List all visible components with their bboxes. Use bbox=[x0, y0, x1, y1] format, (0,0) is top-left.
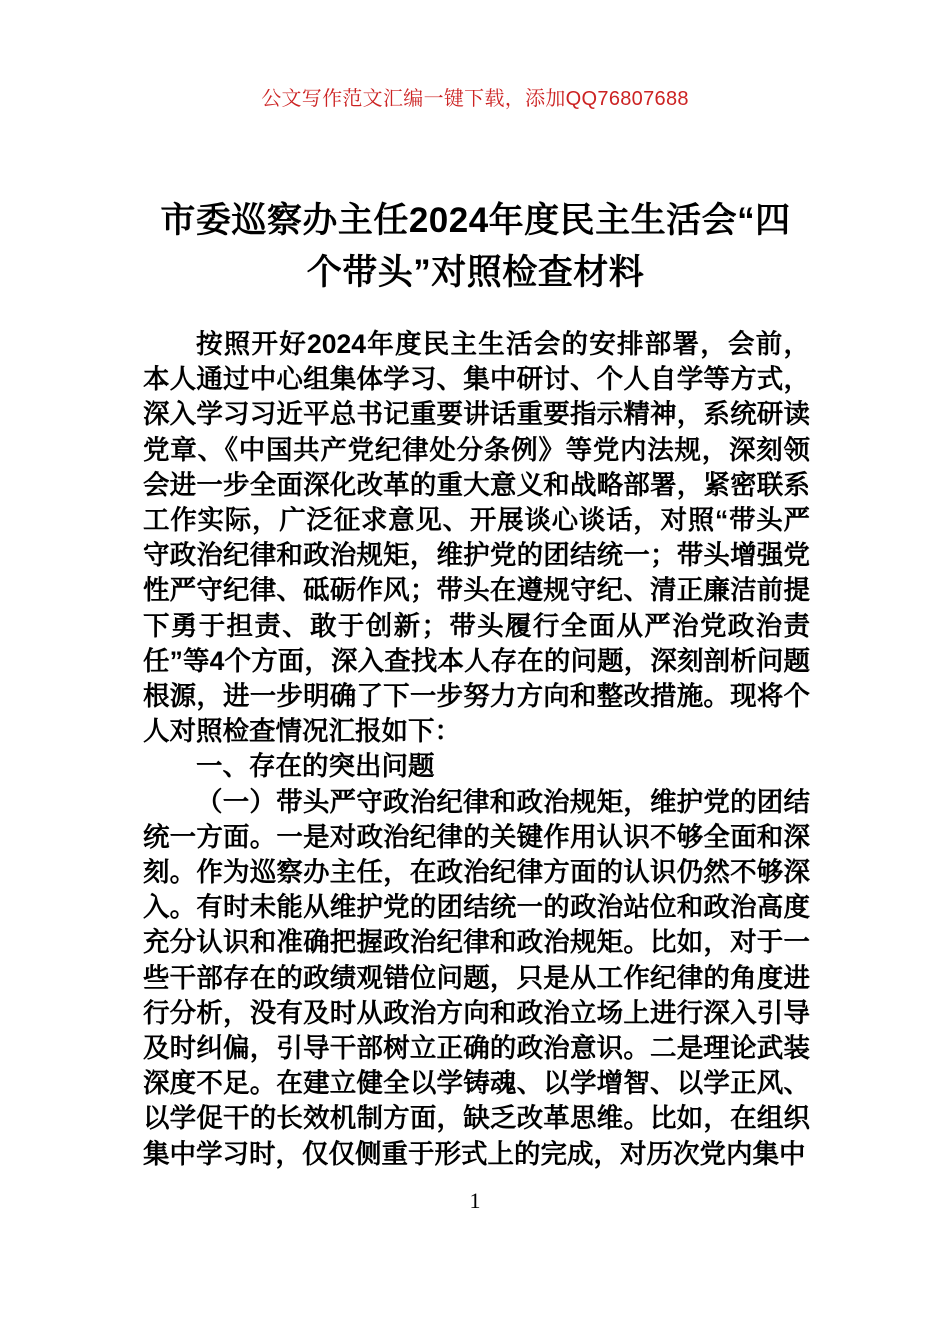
section-heading-one: 一、存在的突出问题 bbox=[196, 751, 435, 782]
page-title: 市委巡察办主任2024年度民主生活会“四个带头”对照检查材料 bbox=[160, 201, 791, 293]
page-number: 1 bbox=[469, 1188, 481, 1213]
promo-header-text: 公文写作范文汇编一键下载，添加QQ76807688 bbox=[261, 88, 689, 110]
subsection-one-body: （一）带头严守政治纪律和政治规矩，维护党的团结统一方面。一是对政治纪律的关键作用认识不够全面和深刻。作为巡察办主任，在政治纪律方面的认识仍然不够深入。有时未能从维护党的团结统一的政治站位和政治高度充分认识和准确把握政治纪律和政治规矩。比如，对于一些干部存在的政绩观错位问题，只是从工作纪律的角度进行分析，没有及时从政治方向和政治立场上进行深入引导及时纠偏，引导干部树立正确的政治意识。二是理论武装深度不足。在建立健全以学铸魂、以学增智、以学正风、以学促干的长效机制方面，缺乏改革思维。比如，在组织集中学习时，仅仅侧重于形式上的完成，对历次党内集中 bbox=[143, 786, 810, 1169]
paragraph-intro: 按照开好2024年度民主生活会的安排部署，会前，本人通过中心组集体学习、集中研讨、个人自学等方式，深入学习习近平总书记重要讲话重要指示精神，系统研读党章、《中国共产党纪律处分条例》等党内法规，深刻领会进一步全面深化改革的重大意义和战略部署，紧密联系工作实际，广泛征求意见、开展谈心谈话，对照“带头严守政治纪律和政治规矩，维护党的团结统一；带头增强党性严守纪律、砥砺作风；带头在遵规守纪、清正廉洁前提下勇于担责、敢于创新；带头履行全面从严治党政治责任”等4个方面，深入查找本人存在的问题，深刻剖析问题根源，进一步明确了下一步努力方向和整改措施。现将个人对照检查情况汇报如下： bbox=[143, 329, 810, 747]
document-body bbox=[143, 327, 810, 1172]
